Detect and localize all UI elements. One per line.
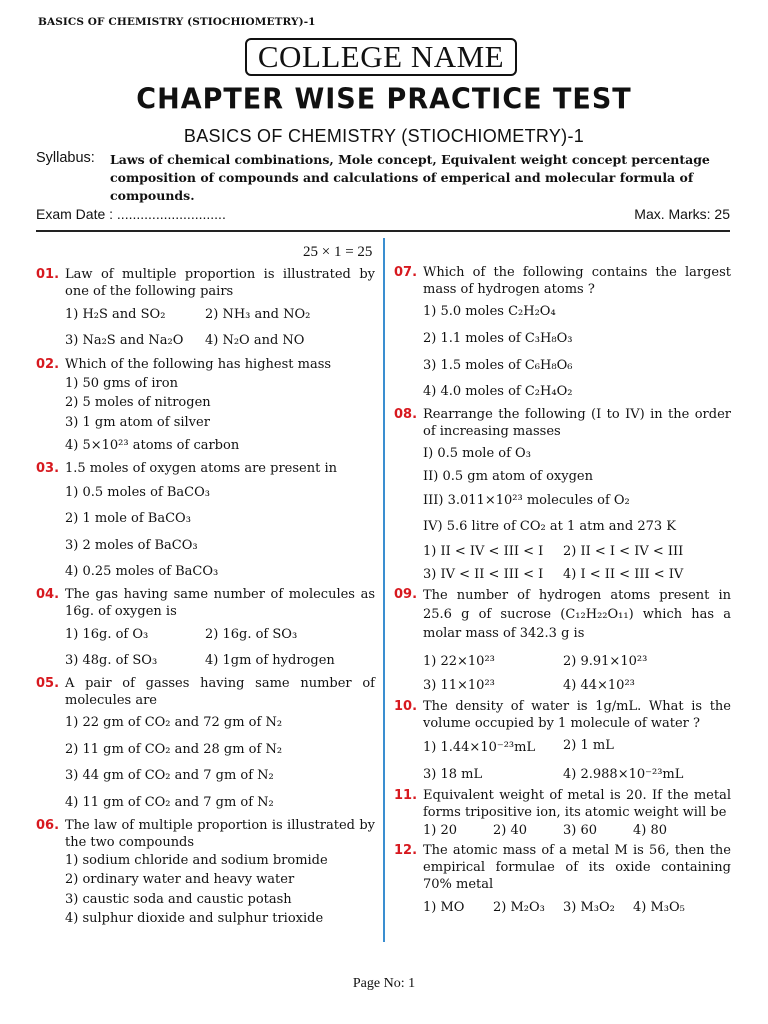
max-marks: Max. Marks: 25 <box>634 206 730 222</box>
question-text: The law of multiple proportion is illustrated by the two compounds <box>65 818 375 850</box>
question-option: 3) 2 moles of BaCO₃ <box>65 538 198 553</box>
question-option: 4) 2.988×10⁻²³mL <box>563 767 684 782</box>
question-option: 1) 20 <box>423 823 458 838</box>
question-option: 4) N₂O and NO <box>205 333 305 348</box>
question-text: Equivalent weight of metal is 20. If the metal forms tripositive ion, its atomic weight will be <box>423 788 731 820</box>
question-option: 4) M₃O₅ <box>633 900 685 915</box>
question-option: 3) Na₂S and Na₂O <box>65 333 184 348</box>
question-text: 1.5 moles of oxygen atoms are present in <box>65 461 337 476</box>
question-text: The gas having same number of molecules as 16g. of oxygen is <box>65 587 375 619</box>
question-option: 2) 9.91×10²³ <box>563 654 648 669</box>
question-option: 3) M₃O₂ <box>563 900 615 915</box>
question-text: The density of water is 1g/mL. What is the volume occupied by 1 molecule of water ? <box>423 699 731 731</box>
question-option: 4) I < II < III < IV <box>563 567 684 582</box>
question-option: 1) II < IV < III < I <box>423 544 544 559</box>
question-option: 1) 0.5 moles of BaCO₃ <box>65 485 210 500</box>
question-option: 3) 1 gm atom of silver <box>65 415 210 430</box>
question-number: 11. <box>394 788 418 803</box>
question-option: 2) 5 moles of nitrogen <box>65 395 211 410</box>
marks-scheme: 25 × 1 = 25 <box>303 244 373 260</box>
running-title: BASICS OF CHEMISTRY (STIOCHIOMETRY)-1 <box>38 16 316 28</box>
question-number: 04. <box>36 587 60 602</box>
question-option: 2) 11 gm of CO₂ and 28 gm of N₂ <box>65 742 283 757</box>
question-number: 08. <box>394 407 418 422</box>
question-text: The atomic mass of a metal M is 56, then the empirical formulae of its oxide containing 70% metal <box>423 843 731 892</box>
question-number: 12. <box>394 843 418 858</box>
question-text: A pair of gasses having same number of molecules are <box>65 676 375 708</box>
question-option: 1) MO <box>423 900 465 915</box>
question-option: 2) 16g. of SO₃ <box>205 627 298 642</box>
question-option: 1) H₂S and SO₂ <box>65 307 166 322</box>
question-option: 1) sodium chloride and sodium bromide <box>65 853 328 868</box>
question-option: 3) 44 gm of CO₂ and 7 gm of N₂ <box>65 768 274 783</box>
exam-date: Exam Date : ............................ <box>36 206 226 222</box>
page-number: Page No: 1 <box>352 976 416 991</box>
page-subtitle: BASICS OF CHEMISTRY (STIOCHIOMETRY)-1 <box>183 126 585 146</box>
page-title: CHAPTER WISE PRACTICE TEST <box>136 83 632 116</box>
question-option: 2) 40 <box>493 823 528 838</box>
question-option: 1) 22×10²³ <box>423 654 495 669</box>
column-divider <box>383 238 385 942</box>
question-option: 3) IV < II < III < I <box>423 567 544 582</box>
question-number: 07. <box>394 265 418 280</box>
header-divider <box>36 230 730 232</box>
question-option: 1) 16g. of O₃ <box>65 627 149 642</box>
question-option: 2) M₂O₃ <box>493 900 545 915</box>
college-name-box: COLLEGE NAME <box>245 38 517 76</box>
question-option: 4) 0.25 moles of BaCO₃ <box>65 564 219 579</box>
question-option: 2) 1.1 moles of C₃H₈O₃ <box>423 331 573 346</box>
question-number: 03. <box>36 461 60 476</box>
question-option: 2) II < I < IV < III <box>563 544 684 559</box>
question-option: 4) 80 <box>633 823 668 838</box>
question-number: 06. <box>36 818 60 833</box>
question-number: 10. <box>394 699 418 714</box>
question-option: 3) 48g. of SO₃ <box>65 653 158 668</box>
question-number: 02. <box>36 357 60 372</box>
question-option: 4) 4.0 moles of C₂H₄O₂ <box>423 384 573 399</box>
question-option: 1) 50 gms of iron <box>65 376 178 391</box>
question-text: Law of multiple proportion is illustrated by one of the following pairs <box>65 267 375 299</box>
question-option: 4) 11 gm of CO₂ and 7 gm of N₂ <box>65 795 274 810</box>
syllabus-label: Syllabus: <box>36 150 95 166</box>
question-number: 05. <box>36 676 60 691</box>
question-option: 3) 60 <box>563 823 598 838</box>
question-option: 1) 22 gm of CO₂ and 72 gm of N₂ <box>65 715 283 730</box>
question-option: 4) sulphur dioxide and sulphur trioxide <box>65 911 324 926</box>
question-option: 2) ordinary water and heavy water <box>65 872 295 887</box>
question-option: 3) 18 mL <box>423 767 483 782</box>
question-number: 09. <box>394 587 418 602</box>
question-text: Rearrange the following (I to IV) in the order of increasing masses <box>423 407 731 439</box>
question-option: 4) 1gm of hydrogen <box>205 653 335 668</box>
question-item: IV) 5.6 litre of CO₂ at 1 atm and 273 K <box>423 519 677 534</box>
question-option: 4) 44×10²³ <box>563 678 635 693</box>
question-option: 4) 5×10²³ atoms of carbon <box>65 438 240 453</box>
question-option: 2) 1 mL <box>563 738 614 753</box>
question-option: 3) 11×10²³ <box>423 678 495 693</box>
question-item: I) 0.5 mole of O₃ <box>423 446 531 461</box>
question-item: III) 3.011×10²³ molecules of O₂ <box>423 493 630 508</box>
question-text: The number of hydrogen atoms present in 25.6 g of sucrose (C₁₂H₂₂O₁₁) which has a molar mass of 342.3 g is <box>423 588 731 641</box>
question-number: 01. <box>36 267 60 282</box>
question-option: 3) caustic soda and caustic potash <box>65 892 292 907</box>
question-option: 2) NH₃ and NO₂ <box>205 307 311 322</box>
question-text: Which of the following has highest mass <box>65 357 332 372</box>
question-option: 3) 1.5 moles of C₆H₈O₆ <box>423 358 573 373</box>
syllabus-text: Laws of chemical combinations, Mole concept, Equivalent weight concept percentage composition of compounds and calculations of emperical and molecular formula of compounds. <box>110 152 710 203</box>
question-option: 1) 5.0 moles C₂H₂O₄ <box>423 304 556 319</box>
question-option: 2) 1 mole of BaCO₃ <box>65 511 191 526</box>
question-item: II) 0.5 gm atom of oxygen <box>423 469 593 484</box>
question-option: 1) 1.44×10⁻²³mL <box>423 740 536 755</box>
question-text: Which of the following contains the largest mass of hydrogen atoms ? <box>423 265 731 297</box>
